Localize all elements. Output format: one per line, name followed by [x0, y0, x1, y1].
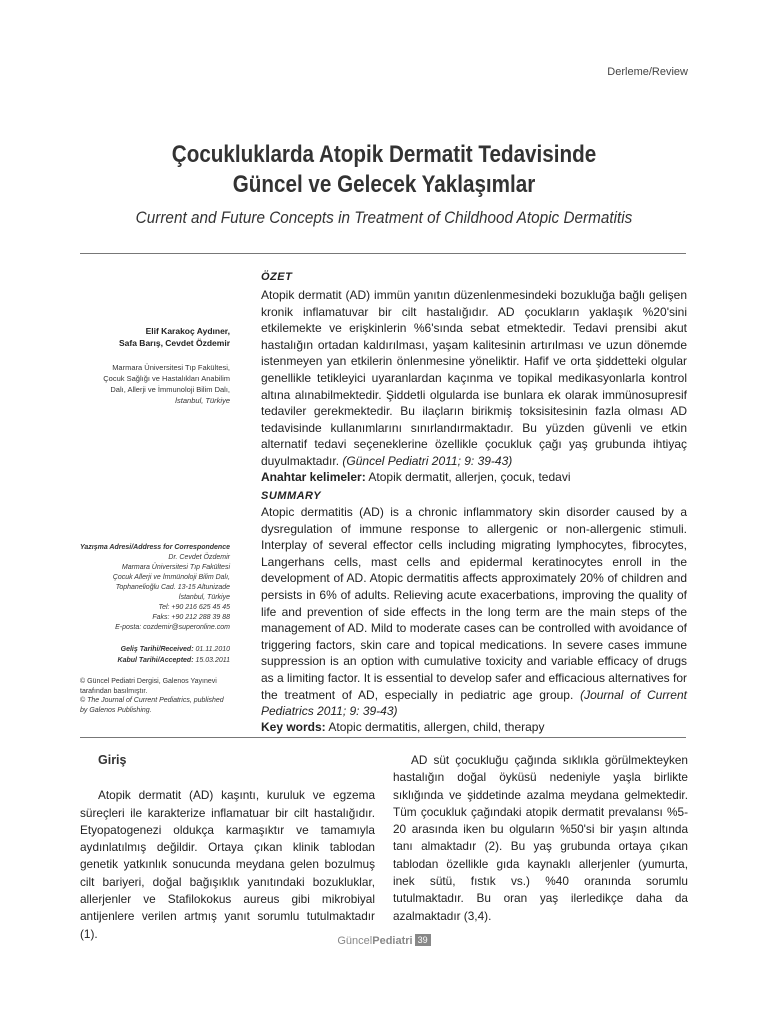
copyright-block: [80, 677, 250, 715]
correspondence-name: Dr. Cevdet Özdemir: [168, 554, 230, 561]
correspondence-line-2: Çocuk Allerji ve İmmünoloji Bilim Dalı,: [112, 574, 230, 581]
ozet-heading: ÖZET: [261, 271, 293, 283]
correspondence-block: [60, 543, 230, 633]
received-date: [60, 645, 230, 656]
article-type-label: Derleme/Review: [607, 66, 688, 78]
copyright-tr-line-1: © Güncel Pediatri Dergisi, Galenos Yayınevi: [80, 678, 217, 685]
accepted-date: [60, 656, 230, 667]
ozet-keywords-value: Atopik dermatit, allerjen, çocuk, tedavi: [368, 469, 571, 484]
body-left-column: [80, 752, 375, 943]
ozet-section: [261, 271, 687, 484]
affiliation-city: İstanbul, Türkiye: [174, 396, 230, 405]
body-paragraph-2: AD süt çocukluğu çağında sıklıkla görülmekteyken hastalığın doğal öyküsü nedeniyle yaşla birlikte sıklığında ve şiddetinde azalma meydana gelmektedir. Tüm çocukluk çağındaki atopik dermatit prevalansı %5-20 arasında iken bu olguların %50'si bir yaşın altında tanı almaktadır (2). Bu yaş grubunda ortaya çıkan tablodan özellikle gıda kaynaklı allerjenler (yumurta, inek sütü, fıstık vs.) %40 oranında sorumlu tutulmaktadır. Bu oran yaş ilerledikçe daha da azalmaktadır (3,4).: [393, 753, 688, 923]
journal-prefix: Güncel: [337, 935, 373, 947]
affiliation-line-1: Marmara Üniversitesi Tıp Fakültesi,: [112, 363, 230, 372]
copyright-tr-line-2: tarafından basılmıştır.: [80, 687, 148, 695]
ozet-keywords-label: Anahtar kelimeler:: [261, 469, 366, 484]
summary-keywords: [261, 720, 687, 734]
affiliation-line-2: Çocuk Sağlığı ve Hastalıkları Anabilim: [103, 374, 230, 383]
correspondence-fax: Faks: +90 212 288 39 88: [152, 614, 230, 621]
summary-text: Atopic dermatitis (AD) is a chronic inflammatory skin disorder caused by a dysregulation of immune response to allergenic or non-allergenic stimuli. Interplay of several effector cells including migrating lymphocytes, fibrocytes, Langerhans cells, mast cells and epidermal keratinocytes enroll in the development of AD. Atopic dermatitis affects approximately 20% of children and persists in 6% of adults. Relieving acute exacerbations, improving the quality of life and prevention of side effects in the long term are the main steps of the management of AD. Mild to moderate cases can be controlled with avoidance of triggering factors, skin care and topical medications. In severe cases immune suppression is an option with cumulative toxicity and variable efficacy of drugs as a limiting factor. It is essential to develop safer and efficacious alternatives for the treatment of AD, especially in pediatric age group.: [261, 505, 687, 702]
article-title-english: Current and Future Concepts in Treatment of Childhood Atopic Dermatitis: [135, 208, 633, 227]
correspondence-city: İstanbul, Türkiye: [178, 594, 230, 601]
correspondence-line-1: Marmara Üniversitesi Tıp Fakültesi: [121, 564, 230, 571]
correspondence-line-3: Tophanelioğlu Cad. 13-15 Altunizade: [115, 584, 230, 591]
correspondence-tel: Tel: +90 216 625 45 45: [158, 604, 230, 611]
affiliation: [80, 362, 230, 406]
accepted-label: Kabul Tarihi/Accepted:: [117, 656, 194, 664]
ozet-citation: (Güncel Pediatri 2011; 9: 39-43): [342, 453, 513, 468]
page-number: 39: [415, 934, 431, 946]
dates-block: [60, 645, 230, 666]
correspondence-heading: Yazışma Adresi/Address for Correspondence: [79, 544, 230, 551]
received-value: 01.11.2010: [195, 646, 230, 653]
correspondence-email[interactable]: E-posta: cozdemir@superonline.com: [115, 624, 230, 631]
top-divider: [80, 253, 686, 254]
summary-citation: (Journal of Current Pediatrics 2011; 9: 39-43): [261, 687, 687, 719]
copyright-en-line-1: © The Journal of Current Pediatrics, published: [80, 697, 224, 704]
journal-brand: Pediatri: [372, 935, 413, 947]
authors: [80, 325, 230, 349]
section-heading-giris: Giriş: [98, 753, 127, 767]
summary-section: [261, 490, 687, 734]
ozet-keywords: [261, 470, 687, 484]
accepted-value: 15.03.2011: [195, 656, 230, 664]
affiliation-line-3: Dalı, Allerji ve İmmunoloji Bilim Dalı,: [110, 385, 230, 394]
copyright-en-line-2: by Galenos Publishing.: [80, 706, 152, 714]
ozet-body: [261, 287, 687, 470]
received-label: Geliş Tarihi/Received:: [120, 646, 194, 653]
author-line-2: Safa Barış, Cevdet Özdemir: [118, 338, 230, 348]
body-right-column: [393, 752, 688, 925]
page-footer: [0, 934, 768, 947]
author-line-1: Elif Karakoç Aydıner,: [145, 326, 230, 336]
bottom-divider: [80, 737, 686, 738]
article-title-turkish: [54, 140, 714, 200]
summary-keywords-label: Key words:: [261, 719, 326, 734]
ozet-text: Atopik dermatit (AD) immün yanıtın düzenlenmesindeki bozukluğa bağlı gelişen kronik inflamatuvar bir cilt hastalığıdır. AD çocukların yaklaşık %20'sini etkilemekte ve erişkinlerin %6'sında sebat etmektedir. Tedavi prensibi akut hastalığın ortadan kaldırılması, yaşam kalitesinin artırılması ve uzun dönemde istenmeyen yan etkilerin önlenmesine yöneliktir. Hafif ve orta şiddetteki olgular genellikle tetikleyici uyaranlardan kaçınma ve topikal medikasyonlarla kontrol altına alınabilmektedir. Şiddetli olgularda ise bunlara ek olarak immünosupresif tedaviler gerekmektedir. Bu ilaçların birikmiş toksisitesinin fazla olması AD tedavisinde kullanımlarını sınırlandırmaktadır. Bu yüzden güvenli ve etkin alternatif tedavi seçeneklerine özellikle çocukluk çağı yaş grubunda ihtiyaç duyulmaktadır.: [261, 288, 687, 468]
title-line-2: Güncel ve Gelecek Yaklaşımlar: [232, 171, 536, 198]
body-paragraph-1: Atopik dermatit (AD) kaşıntı, kuruluk ve egzema süreçleri ile karakterize inflamatuar bir cilt hastalığıdır. Etyopatogenezi oldukça karmaşıktır ve tamamıyla aydınlatılmış değildir. Ortaya çıkan klinik tablodan genetik yatkınlık sonucunda meydana gelen bozulmuş cilt bariyeri, doğal bağışıklık yanıtındaki bozukluklar, allerjenler ve Stafilokokus aureus gibi mikrobiyal antijenlere verilen artmış yanıt sorumlu tutulmaktadır (1).: [80, 788, 375, 941]
summary-keywords-value: Atopic dermatitis, allergen, child, therapy: [328, 719, 545, 734]
summary-heading: SUMMARY: [261, 490, 322, 502]
title-line-1: Çocukluklarda Atopik Dermatit Tedavisinde: [171, 141, 597, 168]
summary-body: [261, 504, 687, 720]
